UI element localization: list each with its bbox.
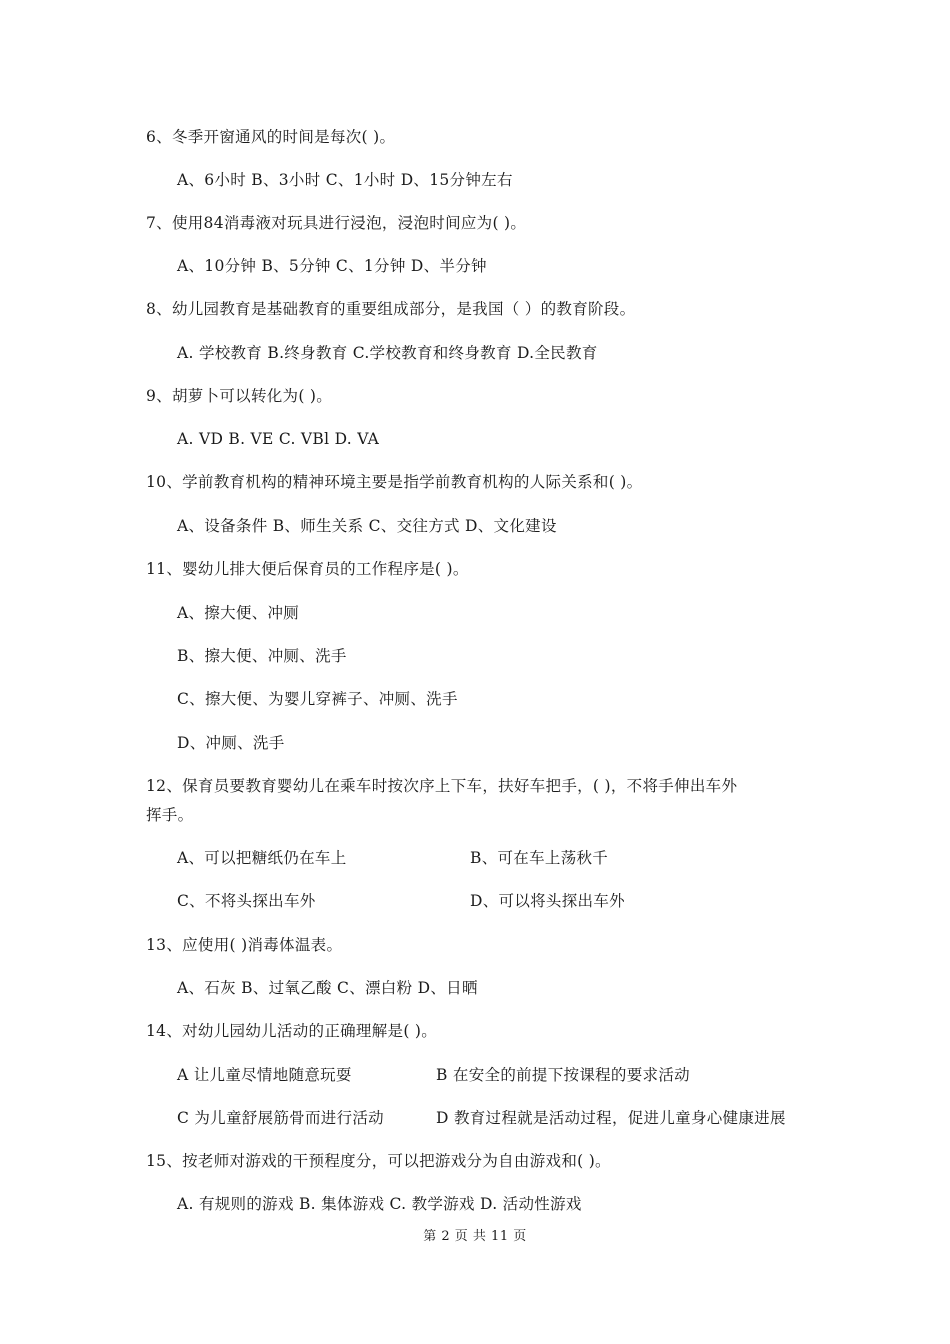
question-15-options: A. 有规则的游戏 B. 集体游戏 C. 教学游戏 D. 活动性游戏 [177, 1195, 582, 1213]
question-14-option-d: D 教育过程就是活动过程，促进儿童身心健康进展 [436, 1109, 786, 1127]
question-12-option-a: A、可以把糖纸仍在车上 [177, 849, 347, 867]
question-10-options: A、设备条件 B、师生关系 C、交往方式 D、文化建设 [177, 517, 557, 535]
question-12-stem-line1: 12、保育员要教育婴幼儿在乘车时按次序上下车，扶好车把手，( )，不将手伸出车外 [146, 777, 738, 795]
question-11-option-c: C、擦大便、为婴儿穿裤子、冲厕、洗手 [177, 690, 458, 708]
question-11-option-b: B、擦大便、冲厕、洗手 [177, 647, 347, 665]
question-12-option-c: C、不将头探出车外 [177, 892, 316, 910]
question-12-option-b: B、可在车上荡秋千 [470, 849, 609, 867]
question-7-options: A、10分钟 B、5分钟 C、1分钟 D、半分钟 [177, 257, 487, 275]
question-9-options: A. VD B. VE C. VBl D. VA [177, 430, 380, 448]
question-8-options: A. 学校教育 B.终身教育 C.学校教育和终身教育 D.全民教育 [177, 344, 598, 362]
question-14-option-b: B 在安全的前提下按课程的要求活动 [436, 1066, 690, 1084]
question-14-stem: 14、对幼儿园幼儿活动的正确理解是( )。 [146, 1022, 438, 1040]
question-11-option-d: D、冲厕、洗手 [177, 734, 285, 752]
question-14-option-a: A 让儿童尽情地随意玩耍 [177, 1066, 352, 1084]
question-13-stem: 13、应使用( )消毒体温表。 [146, 936, 343, 954]
question-10-stem: 10、学前教育机构的精神环境主要是指学前教育机构的人际关系和( )。 [146, 473, 643, 491]
question-7-stem: 7、使用84消毒液对玩具进行浸泡，浸泡时间应为( )。 [146, 214, 527, 232]
question-8-stem: 8、幼儿园教育是基础教育的重要组成部分，是我国（ ）的教育阶段。 [146, 300, 636, 318]
question-6-stem: 6、冬季开窗通风的时间是每次( )。 [146, 128, 396, 146]
question-6-options: A、6小时 B、3小时 C、1小时 D、15分钟左右 [177, 171, 513, 189]
question-12-option-d: D、可以将头探出车外 [470, 892, 625, 910]
question-9-stem: 9、胡萝卜可以转化为( )。 [146, 387, 333, 405]
question-12-stem-line2: 挥手。 [146, 806, 194, 824]
question-11-stem: 11、婴幼儿排大便后保育员的工作程序是( )。 [146, 560, 469, 578]
question-11-option-a: A、擦大便、冲厕 [177, 604, 300, 622]
question-15-stem: 15、按老师对游戏的干预程度分，可以把游戏分为自由游戏和( )。 [146, 1152, 611, 1170]
page-footer: 第 2 页 共 11 页 [423, 1229, 527, 1244]
question-13-options: A、石灰 B、过氧乙酸 C、漂白粉 D、日晒 [177, 979, 478, 997]
question-14-option-c: C 为儿童舒展筋骨而进行活动 [177, 1109, 384, 1127]
